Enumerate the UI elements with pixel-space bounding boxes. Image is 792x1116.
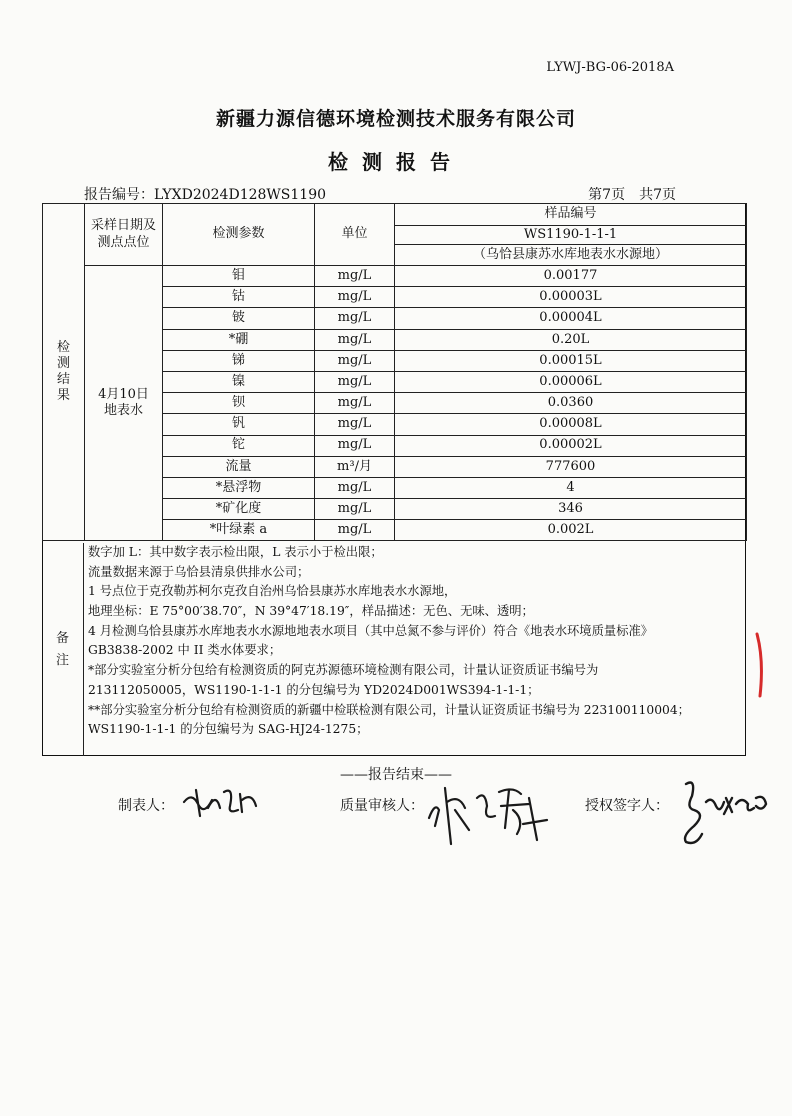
value-cell: 0.002L (395, 520, 747, 541)
remark-line: *部分实验室分析分包给有检测资质的阿克苏源德环境检测有限公司，计量认证资质证书编号为 (88, 663, 599, 678)
value-cell: 0.00177 (395, 266, 747, 287)
param-cell: *叶绿素 a (163, 520, 315, 541)
section-label-remarks: 备 注 (42, 543, 84, 756)
page-info: 第7页 共7页 (588, 187, 676, 203)
sample-site: （乌恰县康苏水库地表水水源地） (395, 245, 747, 266)
unit-cell: mg/L (315, 371, 395, 392)
unit-cell: mg/L (315, 329, 395, 350)
unit-cell: mg/L (315, 287, 395, 308)
value-cell: 0.00015L (395, 350, 747, 371)
unit-cell: mg/L (315, 266, 395, 287)
table-row (43, 266, 747, 287)
sampling-info: 4月10日 地表水 (85, 266, 163, 541)
param-cell: 铍 (163, 308, 315, 329)
unit-cell: mg/L (315, 435, 395, 456)
value-cell: 777600 (395, 456, 747, 477)
approver-label: 授权签字人： (585, 798, 669, 814)
remark-line: 1 号点位于克孜勒苏柯尔克孜自治州乌恰县康苏水库地表水水源地， (88, 584, 457, 599)
param-header: 检测参数 (163, 204, 315, 266)
value-cell: 0.00004L (395, 308, 747, 329)
param-cell: 钡 (163, 393, 315, 414)
value-cell: 0.0360 (395, 393, 747, 414)
preparer-signature (178, 782, 262, 822)
param-cell: 流量 (163, 456, 315, 477)
unit-cell: mg/L (315, 350, 395, 371)
param-cell: 钴 (163, 287, 315, 308)
param-cell: *悬浮物 (163, 477, 315, 498)
results-table (42, 203, 747, 541)
reviewer-label: 质量审核人： (340, 798, 424, 814)
doc-code: LYWJ-BG-06-2018A (546, 60, 674, 75)
remark-line: 地理坐标：E 75°00′38.70″，N 39°47′18.19″，样品描述：无色、无味、透明； (88, 604, 534, 619)
remarks-text (84, 543, 746, 740)
value-cell: 0.20L (395, 329, 747, 350)
remark-line: GB3838-2002 中 II 类水体要求； (88, 643, 282, 658)
table-header-row (43, 204, 747, 226)
value-cell: 0.00008L (395, 414, 747, 435)
param-cell: *硼 (163, 329, 315, 350)
sample-header: 样品编号 (395, 204, 747, 226)
unit-cell: mg/L (315, 393, 395, 414)
remark-line: 流量数据来源于乌恰县清泉供排水公司； (88, 564, 310, 579)
report-number-label: 报告编号： (84, 187, 154, 203)
value-cell: 0.00003L (395, 287, 747, 308)
report-title: 检测报告 (328, 150, 464, 174)
value-cell: 346 (395, 499, 747, 520)
param-cell: 钼 (163, 266, 315, 287)
param-cell: 钒 (163, 414, 315, 435)
remark-line: **部分实验室分析分包给有检测资质的新疆中检联检测有限公司，计量认证资质证书编号为 223100110004； (88, 702, 690, 717)
report-number-value: LYXD2024D128WS1190 (154, 187, 327, 203)
remark-line: WS1190-1-1-1 的分包编号为 SAG-HJ24-1275； (88, 722, 369, 737)
report-number (84, 184, 326, 204)
reviewer-signature (425, 780, 555, 852)
remark-line: 213112050005，WS1190-1-1-1 的分包编号为 YD2024D001WS394-1-1-1； (88, 682, 540, 697)
param-cell: 镍 (163, 371, 315, 392)
param-cell: 锑 (163, 350, 315, 371)
param-cell: 铊 (163, 435, 315, 456)
unit-cell: mg/L (315, 308, 395, 329)
approver-signature (672, 774, 772, 848)
sample-id: WS1190-1-1-1 (395, 226, 747, 245)
unit-cell: m³/月 (315, 456, 395, 477)
unit-header: 单位 (315, 204, 395, 266)
red-seal-mark (754, 630, 768, 700)
remark-line: 4 月检测乌恰县康苏水库地表水水源地地表水项目（其中总氮不参与评价）符合《地表水环境质量标准》 (88, 623, 654, 638)
value-cell: 0.00002L (395, 435, 747, 456)
value-cell: 4 (395, 477, 747, 498)
unit-cell: mg/L (315, 499, 395, 520)
company-name: 新疆力源信德环境检测技术服务有限公司 (215, 108, 576, 130)
param-cell: *矿化度 (163, 499, 315, 520)
section-label-results: 检 测 结 果 (43, 204, 85, 541)
sampling-header: 采样日期及 测点点位 (85, 204, 163, 266)
value-cell: 0.00006L (395, 371, 747, 392)
unit-cell: mg/L (315, 477, 395, 498)
remark-line: 数字加 L：其中数字表示检出限，L 表示小于检出限； (88, 545, 383, 559)
unit-cell: mg/L (315, 414, 395, 435)
unit-cell: mg/L (315, 520, 395, 541)
preparer-label: 制表人： (118, 798, 174, 814)
report-end: ——报告结束—— (340, 767, 452, 783)
